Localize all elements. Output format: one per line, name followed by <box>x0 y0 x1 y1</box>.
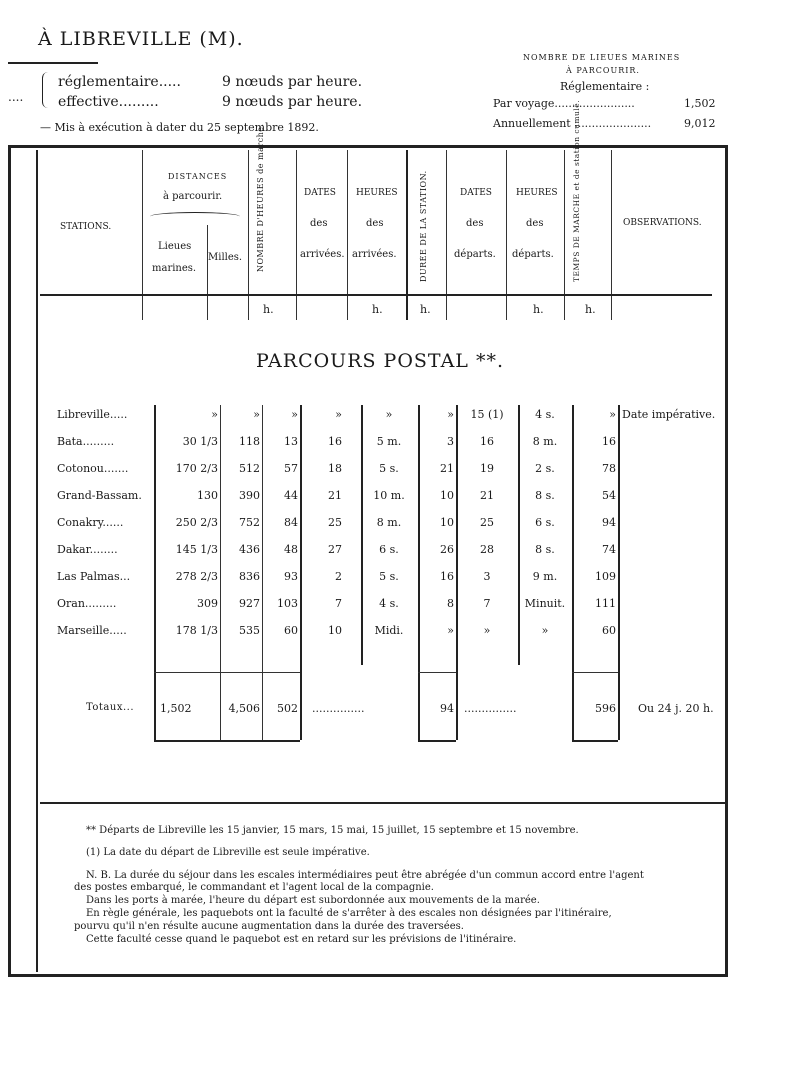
row-heures: 57 <box>284 462 298 475</box>
row-lieues: 30 1/3 <box>182 435 218 448</box>
col-marines: marines. <box>152 263 197 274</box>
row-date-arrivee: 27 <box>328 543 342 556</box>
voyage-label: Par voyage....................... <box>493 97 635 110</box>
col-a-parcourir: à parcourir. <box>163 191 223 202</box>
row-date-depart: 3 <box>483 570 491 583</box>
row-cumul: » <box>609 408 616 421</box>
row-milles: 752 <box>239 516 260 529</box>
row-date-arrivee: » <box>335 408 342 421</box>
unit-cumul: h. <box>585 303 596 316</box>
col-dates-dep-2: des <box>466 218 484 229</box>
row-observation: Date impérative. <box>622 408 716 421</box>
row-lieues: 278 2/3 <box>175 570 218 583</box>
row-duree: 10 <box>440 516 454 529</box>
row-date-arrivee: 18 <box>328 462 342 475</box>
row-lieues: » <box>211 408 218 421</box>
row-duree: 26 <box>440 543 454 556</box>
row-duree: 3 <box>447 435 454 448</box>
row-station: Libreville..... <box>57 408 128 421</box>
col-dates-arr-3: arrivées. <box>300 249 345 260</box>
row-lieues: 130 <box>197 489 218 502</box>
speed-regl-value: 9 nœuds par heure. <box>222 74 363 90</box>
note-departs: ** Départs de Libreville les 15 janvier, 15 mars, 15 mai, 15 juillet, 15 septembre et 15 novembre. <box>86 825 579 836</box>
row-heure-arrivee: Midi. <box>374 624 404 637</box>
row-station: Oran......... <box>57 597 117 610</box>
speed-eff-label: effective......... <box>58 94 159 110</box>
row-heures: 44 <box>284 489 298 502</box>
row-date-depart: 16 <box>480 435 494 448</box>
row-date-arrivee: 21 <box>328 489 342 502</box>
title-rule <box>8 62 98 64</box>
note-date-imperative: (1) La date du départ de Libreville est seule impérative. <box>86 847 370 858</box>
brace-mark <box>42 72 49 108</box>
row-date-depart: 15 (1) <box>470 408 504 421</box>
note-regle-2: pourvu qu'il n'en résulte aucune augmentation dans la durée des traversées. <box>74 921 464 932</box>
row-duree: 21 <box>440 462 454 475</box>
row-heure-depart: 2 s. <box>535 462 555 475</box>
row-duree: 8 <box>447 597 454 610</box>
note-regle-1: En règle générale, les paquebots ont la faculté de s'arrêter à des escales non désignées par l'itinéraire, <box>86 908 612 919</box>
totals-heures: 502 <box>277 702 298 715</box>
unit-heures: h. <box>263 303 274 316</box>
row-duree: » <box>447 624 454 637</box>
totals-obs: Ou 24 j. 20 h. <box>638 702 714 715</box>
row-heure-arrivee: 10 m. <box>373 489 405 502</box>
row-milles: » <box>253 408 260 421</box>
totals-milles: 4,506 <box>228 702 260 715</box>
row-heures: 93 <box>284 570 298 583</box>
row-lieues: 145 1/3 <box>175 543 218 556</box>
row-cumul: 109 <box>595 570 616 583</box>
row-heure-depart: 8 s. <box>535 543 555 556</box>
row-lieues: 309 <box>197 597 218 610</box>
row-date-arrivee: 2 <box>335 570 342 583</box>
row-station: Grand-Bassam. <box>57 489 142 502</box>
page-title: À LIBREVILLE (M). <box>38 28 244 50</box>
row-lieues: 250 2/3 <box>175 516 218 529</box>
annuel-label: Annuellement ...................... <box>493 117 652 130</box>
row-heures: 48 <box>284 543 298 556</box>
col-dates-arr-1: DATES <box>304 188 336 198</box>
col-milles: Milles. <box>208 252 243 263</box>
row-cumul: 16 <box>602 435 616 448</box>
row-heure-arrivee: 6 s. <box>379 543 399 556</box>
speed-regl-label: réglementaire..... <box>58 74 181 90</box>
row-station: Marseille..... <box>57 624 127 637</box>
row-milles: 512 <box>239 462 260 475</box>
row-heure-arrivee: 5 m. <box>376 435 402 448</box>
row-date-depart: 19 <box>480 462 494 475</box>
col-duree: DURÉE DE LA STATION. <box>419 170 428 282</box>
col-heures-arr-2: des <box>366 218 384 229</box>
row-station: Cotonou....... <box>57 462 129 475</box>
row-heure-depart: 9 m. <box>532 570 558 583</box>
row-heure-depart: » <box>541 624 549 637</box>
row-milles: 390 <box>239 489 260 502</box>
unit-heure-arr: h. <box>372 303 383 316</box>
voyage-value: 1,502 <box>684 97 716 110</box>
leader-dots: .... <box>8 90 24 104</box>
totals-lieues: 1,502 <box>160 702 192 715</box>
row-heures: » <box>291 408 298 421</box>
row-cumul: 54 <box>602 489 616 502</box>
row-station: Bata......... <box>57 435 115 448</box>
totals-dots-2: ............... <box>464 702 517 715</box>
col-lieues: Lieues <box>158 241 192 252</box>
row-heure-arrivee: 5 s. <box>379 570 399 583</box>
col-heures-dep-3: départs. <box>512 249 554 260</box>
row-milles: 535 <box>239 624 260 637</box>
row-duree: 10 <box>440 489 454 502</box>
row-date-arrivee: 10 <box>328 624 342 637</box>
speed-eff-value: 9 nœuds par heure. <box>222 94 363 110</box>
col-heures-dep-1: HEURES <box>516 188 558 198</box>
col-nb-heures: NOMBRE D'HEURES de marche. <box>256 123 265 272</box>
row-lieues: 178 1/3 <box>175 624 218 637</box>
row-date-arrivee: 16 <box>328 435 342 448</box>
row-heure-arrivee: 5 s. <box>379 462 399 475</box>
col-dates-dep-1: DATES <box>460 188 492 198</box>
row-duree: 16 <box>440 570 454 583</box>
row-heures: 84 <box>284 516 298 529</box>
col-observations: OBSERVATIONS. <box>623 218 702 228</box>
leagues-title-1: NOMBRE DE LIEUES MARINES <box>523 53 681 62</box>
col-heures-arr-1: HEURES <box>356 188 398 198</box>
row-date-arrivee: 25 <box>328 516 342 529</box>
row-heure-depart: 8 s. <box>535 489 555 502</box>
row-heures: 13 <box>284 435 298 448</box>
col-dates-dep-3: départs. <box>454 249 496 260</box>
col-dates-arr-2: des <box>310 218 328 229</box>
annuel-value: 9,012 <box>684 117 716 130</box>
row-cumul: 74 <box>602 543 616 556</box>
table-inner-left-rule <box>36 150 38 972</box>
row-milles: 836 <box>239 570 260 583</box>
row-date-depart: » <box>483 624 491 637</box>
col-temps: TEMPS DE MARCHE et de station cumulé. <box>572 99 581 282</box>
note-nb-2: des postes embarqué, le commandant et l'agent local de la compagnie. <box>74 882 434 893</box>
col-heures-dep-2: des <box>526 218 544 229</box>
row-cumul: 94 <box>602 516 616 529</box>
row-station: Conakry...... <box>57 516 124 529</box>
row-lieues: 170 2/3 <box>175 462 218 475</box>
row-heure-depart: 4 s. <box>535 408 555 421</box>
section-title: PARCOURS POSTAL **. <box>256 350 504 372</box>
row-heures: 103 <box>277 597 298 610</box>
row-heure-depart: Minuit. <box>524 597 566 610</box>
execution-note: — Mis à exécution à dater du 25 septembre 1892. <box>40 121 319 134</box>
col-heures-arr-3: arrivées. <box>352 249 397 260</box>
note-faculte: Cette faculté cesse quand le paquebot est en retard sur les prévisions de l'itinéraire. <box>86 934 517 945</box>
row-milles: 118 <box>239 435 260 448</box>
row-heure-arrivee: 4 s. <box>379 597 399 610</box>
row-station: Las Palmas... <box>57 570 131 583</box>
totals-dots-1: ............... <box>312 702 365 715</box>
totals-duree: 94 <box>440 702 454 715</box>
reglementaire-label: Réglementaire : <box>560 80 650 93</box>
row-milles: 436 <box>239 543 260 556</box>
row-date-arrivee: 7 <box>335 597 342 610</box>
row-cumul: 111 <box>595 597 616 610</box>
col-distances: DISTANCES <box>168 172 228 181</box>
row-heures: 60 <box>284 624 298 637</box>
row-duree: » <box>447 408 454 421</box>
note-nb-1: N. B. La durée du séjour dans les escales intermédiaires peut être abrégée d'un commun accord entre l'agent <box>86 870 644 881</box>
unit-duree: h. <box>420 303 431 316</box>
row-date-depart: 28 <box>480 543 494 556</box>
row-cumul: 78 <box>602 462 616 475</box>
row-heure-depart: 6 s. <box>535 516 555 529</box>
row-date-depart: 7 <box>483 597 491 610</box>
col-stations: STATIONS. <box>60 222 112 232</box>
row-heure-arrivee: » <box>385 408 393 421</box>
unit-heure-dep: h. <box>533 303 544 316</box>
row-station: Dakar........ <box>57 543 118 556</box>
totals-label: Totaux... <box>86 702 135 713</box>
leagues-title-2: À PARCOURIR. <box>566 66 640 75</box>
row-date-depart: 21 <box>480 489 494 502</box>
row-milles: 927 <box>239 597 260 610</box>
totals-cumul: 596 <box>595 702 616 715</box>
row-heure-arrivee: 8 m. <box>376 516 402 529</box>
distances-brace <box>150 212 240 221</box>
row-cumul: 60 <box>602 624 616 637</box>
row-date-depart: 25 <box>480 516 494 529</box>
row-heure-depart: 8 m. <box>532 435 558 448</box>
note-maree: Dans les ports à marée, l'heure du départ est subordonnée aux mouvements de la marée. <box>86 895 540 906</box>
